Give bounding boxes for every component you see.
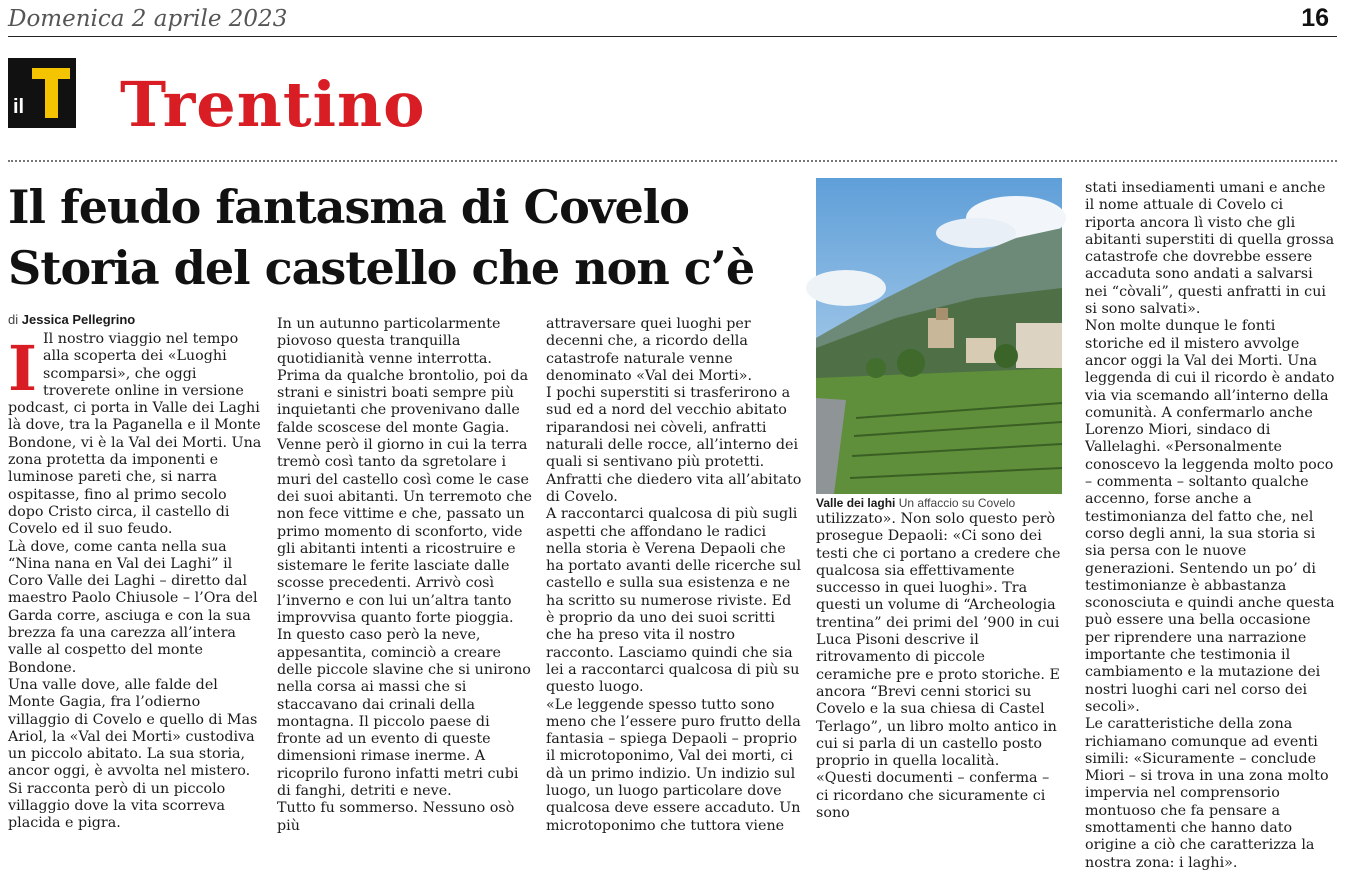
article-paragraph: Venne però il giorno in cui la terra tremò così tanto da sgretolare i muri del castello così come le case dei suoi abitanti. Un terremoto che non fece vittime e che, passato un primo momento di sconforto, vide gli abitanti intenti a ricostruire e sistemare le ferite lasciate dalle scosse precedenti. Arrivò così l’inverno e con lui un’altra tanto improvvisa quanto forte pioggia. bbox=[277, 437, 533, 627]
article-paragraph: I Il nostro viaggio nel tempo alla scoperta dei «Luoghi scomparsi», che oggi troverete online in versione podcast, ci porta in Valle dei Laghi là dove, tra la Paganella e il Monte Bondone, vi è la Val dei Morti. Una zona protetta da imponenti e luminose pareti che, si narra ospitasse, fino al primo secolo dopo Cristo circa, il castello di Covelo ed il suo feudo. bbox=[8, 331, 262, 538]
article-paragraph: attraversare quei luoghi per decenni che, a ricordo della catastrofe naturale venne denominato «Val dei Morti». bbox=[546, 316, 753, 384]
caption-title: Valle dei laghi bbox=[816, 496, 896, 510]
article-column-2 bbox=[277, 316, 535, 834]
article-paragraph: «Questi documenti – conferma – ci ricordano che sicuramente ci sono bbox=[816, 770, 1050, 822]
article-paragraph: Là dove, come canta nella sua “Nina nana en Val dei Laghi” il Coro Valle dei Laghi – diretto dal maestro Paolo Chiusole – l’Ora del Garda corre, asciuga e con la sua brezza fa una carezza all’intera valle al cospetto del monte Bondone. bbox=[8, 538, 258, 676]
headline-line-1: Il feudo fantasma di Covelo bbox=[8, 180, 689, 234]
article-paragraph: In questo caso però la neve, appesantita, cominciò a creare delle piccole slavine che si unirono nella corsa ai massi che si staccavano dai crinali della montagna. Il piccolo paese di fronte ad un evento di queste dimensioni rimase inerme. A ricoprilo furono infatti metri cubi di fanghi, detriti e neve. bbox=[277, 627, 531, 800]
article-paragraph: utilizzato». Non solo questo però prosegue Depaoli: «Ci sono dei testi che ci portano a credere che qualcosa sia effettivamente successo in quei luoghi». Tra questi un volume di “Archeologia trentina” dei primi del ’900 in cui Luca Pisoni descrive il ritrovamento di piccole ceramiche pre e proto storiche. E ancora “Brevi cenni storici su Covelo e la sua chiesa di Castel Terlago”, un libro molto antico in cui si parla di un castello posto proprio in quella località. bbox=[816, 511, 1061, 770]
article-paragraph: In un autunno particolarmente piovoso questa tranquilla quotidianità venne interrotta. Prima da qualche brontolio, poi da strani e sinistri boati sempre più inquietanti che provenivano dalle falde scoscese del monte Gagia. bbox=[277, 316, 529, 436]
article-paragraph: stati insediamenti umani e anche il nome attuale di Covelo ci riporta ancora lì visto che gli abitanti superstiti di quella grossa catastrofe che dovrebbe essere accaduta sono andati a salvarsi nei “còvali”, questi anfratti in cui si sono salvati». bbox=[1085, 180, 1335, 318]
byline bbox=[8, 312, 135, 327]
article-paragraph: Le caratteristiche della zona richiamano comunque ad eventi simili: «Sicuramente – conclude Miori – si trova in una zona molto impervia nel comprensorio montuoso che fa pensare a smottamenti che hanno dato origine a ciò che caratterizza la nostra zona: i laghi». bbox=[1085, 716, 1329, 871]
article-column-4 bbox=[816, 511, 1061, 822]
photo-caption bbox=[816, 496, 1062, 510]
issue-date: Domenica 2 aprile 2023 bbox=[8, 6, 288, 32]
article-paragraph: Non molte dunque le fonti storiche ed il mistero avvolge ancor oggi la Val dei Morti. Una leggenda di cui il ricordo è andato via via scemando all’interno della comunità. A confermarlo anche Lorenzo Miori, sindaco di Vallelaghi. «Personalmente conoscevo la leggenda molto poco – commenta – soltanto qualche accenno, forse anche a testimonianza del fatto che, nel corso degli anni, la sua storia si sia persa con le nuove generazioni. Sentendo un po’ di testimonianze è abbastanza sconosciuta e quindi anche questa può essere una bella occasione per riprendere una narrazione importante che testimonia il cambiamento e la mutazione dei nostri luoghi cari nel corso dei secoli». bbox=[1085, 318, 1335, 715]
byline-prefix: di bbox=[8, 312, 19, 327]
article-paragraph: «Le leggende spesso tutto sono meno che l’essere puro frutto della fantasia – spiega Depaoli – proprio il microtoponimo, Val dei morti, ci dà un primo indizio. Un indizio sul luogo, un luogo particolare dove qualcosa deve essere accaduto. Un microtoponimo che tuttora viene bbox=[546, 696, 801, 834]
article-paragraph: Una valle dove, alle falde del Monte Gagia, fra l’odierno villaggio di Covelo e quello di Mas Ariol, la «Val dei Morti» custodiva un piccolo abitato. La sua storia, ancor oggi, è avvolta nel mistero. Si racconta però di un piccolo villaggio dove la vita scorreva placida e pigra. bbox=[8, 676, 258, 832]
caption-text: Un affaccio su Covelo bbox=[898, 496, 1016, 510]
article-paragraph: I pochi superstiti si trasferirono a sud ed a nord del vecchio abitato riparandosi nei còveli, anfratti naturali delle rocce, all’interno dei quali si sentivano più protetti. Anfratti che diedero vita all’abitato di Covelo. bbox=[546, 385, 802, 505]
article-column-5 bbox=[1085, 180, 1337, 871]
header-divider bbox=[8, 36, 1337, 37]
page-number: 16 bbox=[1301, 4, 1329, 32]
section-title: Trentino bbox=[120, 68, 426, 141]
drop-cap: I bbox=[8, 332, 38, 405]
article-column-1 bbox=[8, 331, 266, 832]
article-paragraph: Tutto fu sommerso. Nessuno osò più bbox=[277, 800, 515, 834]
section-divider bbox=[8, 160, 1337, 162]
newspaper-logo: il bbox=[8, 58, 76, 128]
article-photo bbox=[816, 178, 1062, 494]
author-name: Jessica Pellegrino bbox=[21, 312, 136, 327]
article-paragraph: A raccontarci qualcosa di più sugli aspetti che affondano le radici nella storia è Verena Depaoli che ha portato avanti delle ricerche sul castello e sulla sua esistenza e ne ha scritto su numerose riviste. Ed è proprio da uno dei suoi scritti che ha preso vita il nostro racconto. Lasciamo quindi che sia lei a raccontarci qualcosa di più su questo luogo. bbox=[546, 506, 802, 696]
headline-line-2: Storia del castello che non c’è bbox=[8, 241, 755, 295]
article-column-3 bbox=[546, 316, 804, 834]
valley-landscape-image bbox=[816, 178, 1062, 494]
